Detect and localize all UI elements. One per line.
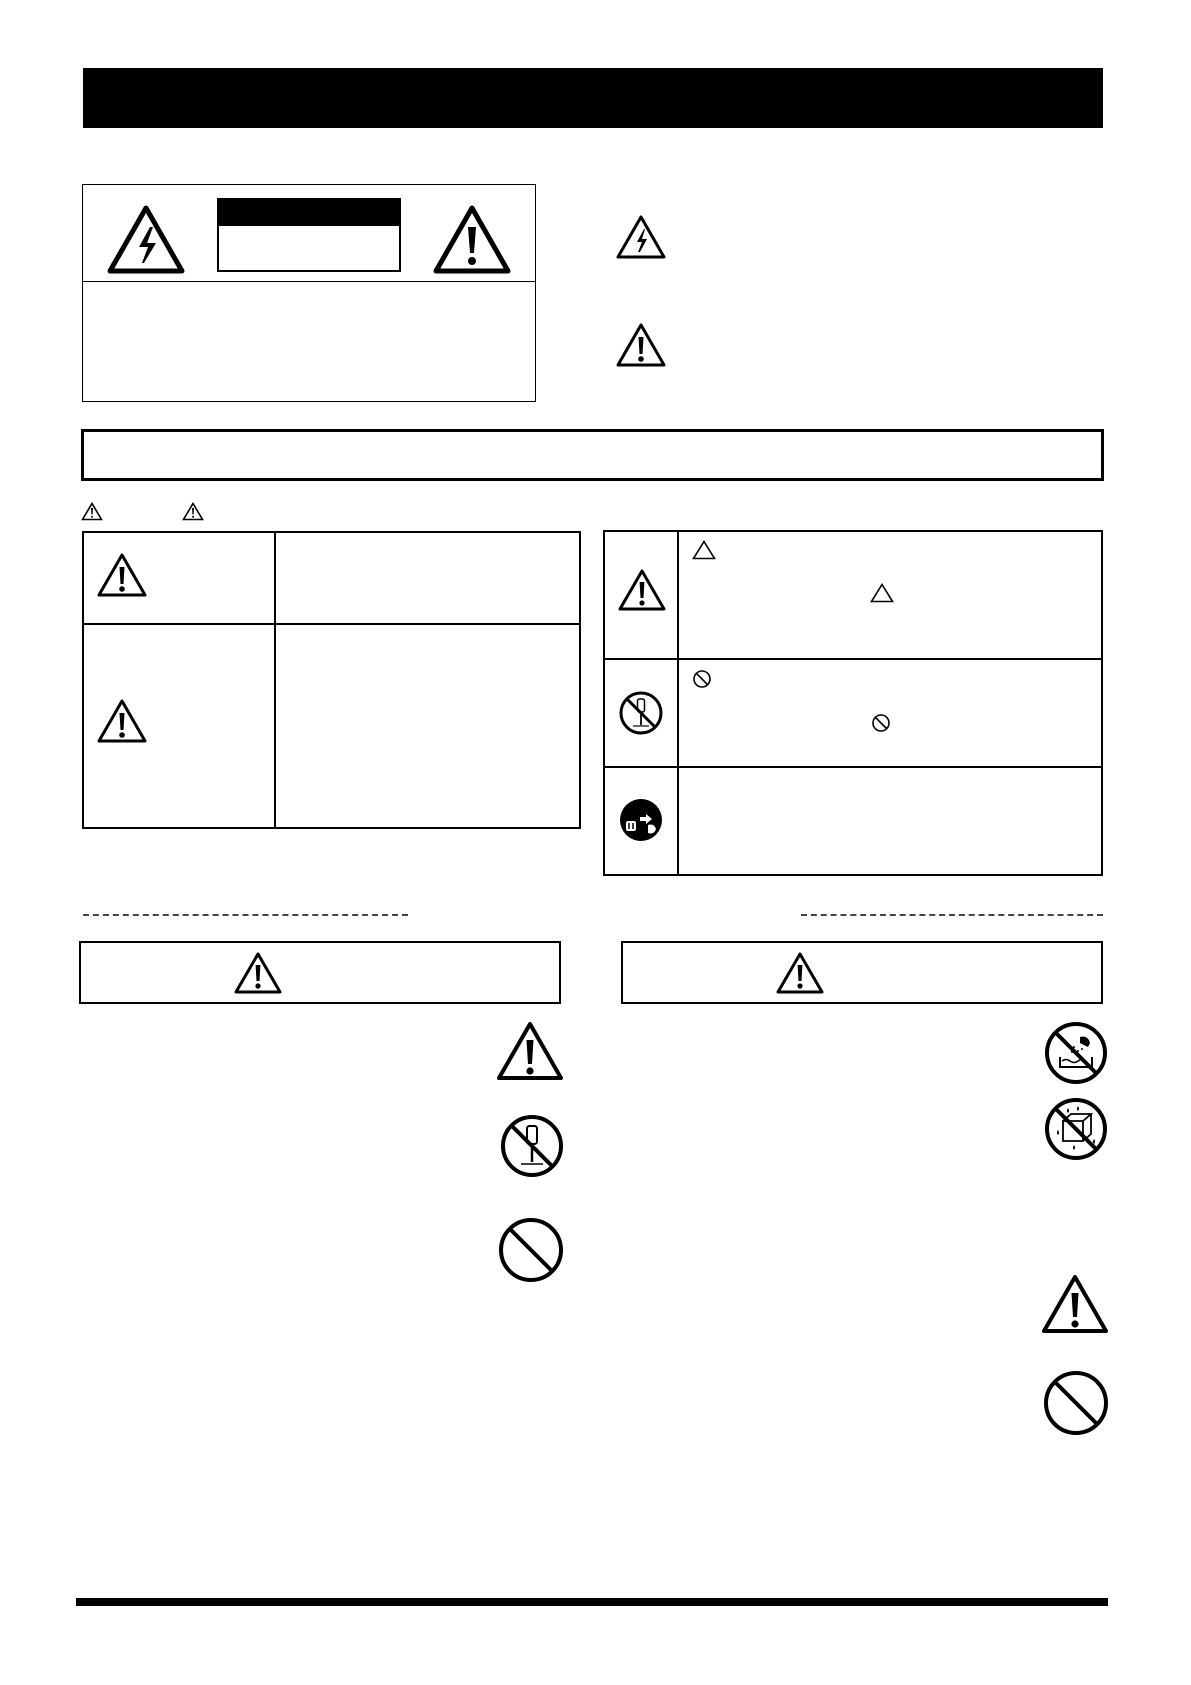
caution-label-rect <box>217 198 401 272</box>
small-triangle-icon <box>692 540 716 560</box>
small-triangle-icon <box>870 583 894 603</box>
right-dashed-separator <box>801 914 1103 916</box>
caution-exclamation-icon <box>615 322 667 368</box>
no-water-icon <box>1044 1021 1108 1085</box>
footer-rule <box>76 1598 1108 1606</box>
unplug-power-cord-icon <box>618 797 664 843</box>
do-not-disassemble-icon <box>500 1114 564 1178</box>
warning-banner-right <box>621 941 1103 1004</box>
caution-exclamation-icon <box>775 951 825 995</box>
hazard-level-table <box>82 531 581 829</box>
small-prohibited-icon <box>692 669 712 689</box>
electric-shock-warning-icon <box>106 203 186 275</box>
caution-label-header <box>219 200 399 226</box>
section-banner <box>81 429 1104 481</box>
caution-exclamation-icon <box>96 552 148 598</box>
small-prohibited-icon <box>871 713 891 733</box>
caution-exclamation-icon <box>96 698 148 744</box>
caution-exclamation-icon <box>81 502 103 521</box>
electric-shock-warning-icon <box>615 214 667 260</box>
symbol-column-divider <box>677 530 679 876</box>
caution-exclamation-icon <box>617 568 667 612</box>
warning-banner-left <box>79 941 561 1004</box>
do-not-disassemble-icon <box>618 690 664 736</box>
prohibited-icon <box>1043 1370 1109 1436</box>
caution-exclamation-icon <box>182 502 204 521</box>
table-column-divider <box>274 531 276 829</box>
caution-exclamation-icon <box>432 203 512 275</box>
symbol-row-divider-2 <box>603 766 1103 768</box>
table-row-divider <box>82 623 581 625</box>
header-bar <box>83 68 1103 128</box>
caution-label-divider <box>83 281 535 282</box>
prohibited-icon <box>498 1217 564 1283</box>
symbol-row-divider-1 <box>603 658 1103 660</box>
caution-exclamation-icon <box>1040 1273 1110 1335</box>
no-liquids-icon <box>1044 1097 1108 1161</box>
left-dashed-separator <box>83 914 408 916</box>
caution-exclamation-icon <box>495 1020 565 1082</box>
caution-exclamation-icon <box>233 951 283 995</box>
